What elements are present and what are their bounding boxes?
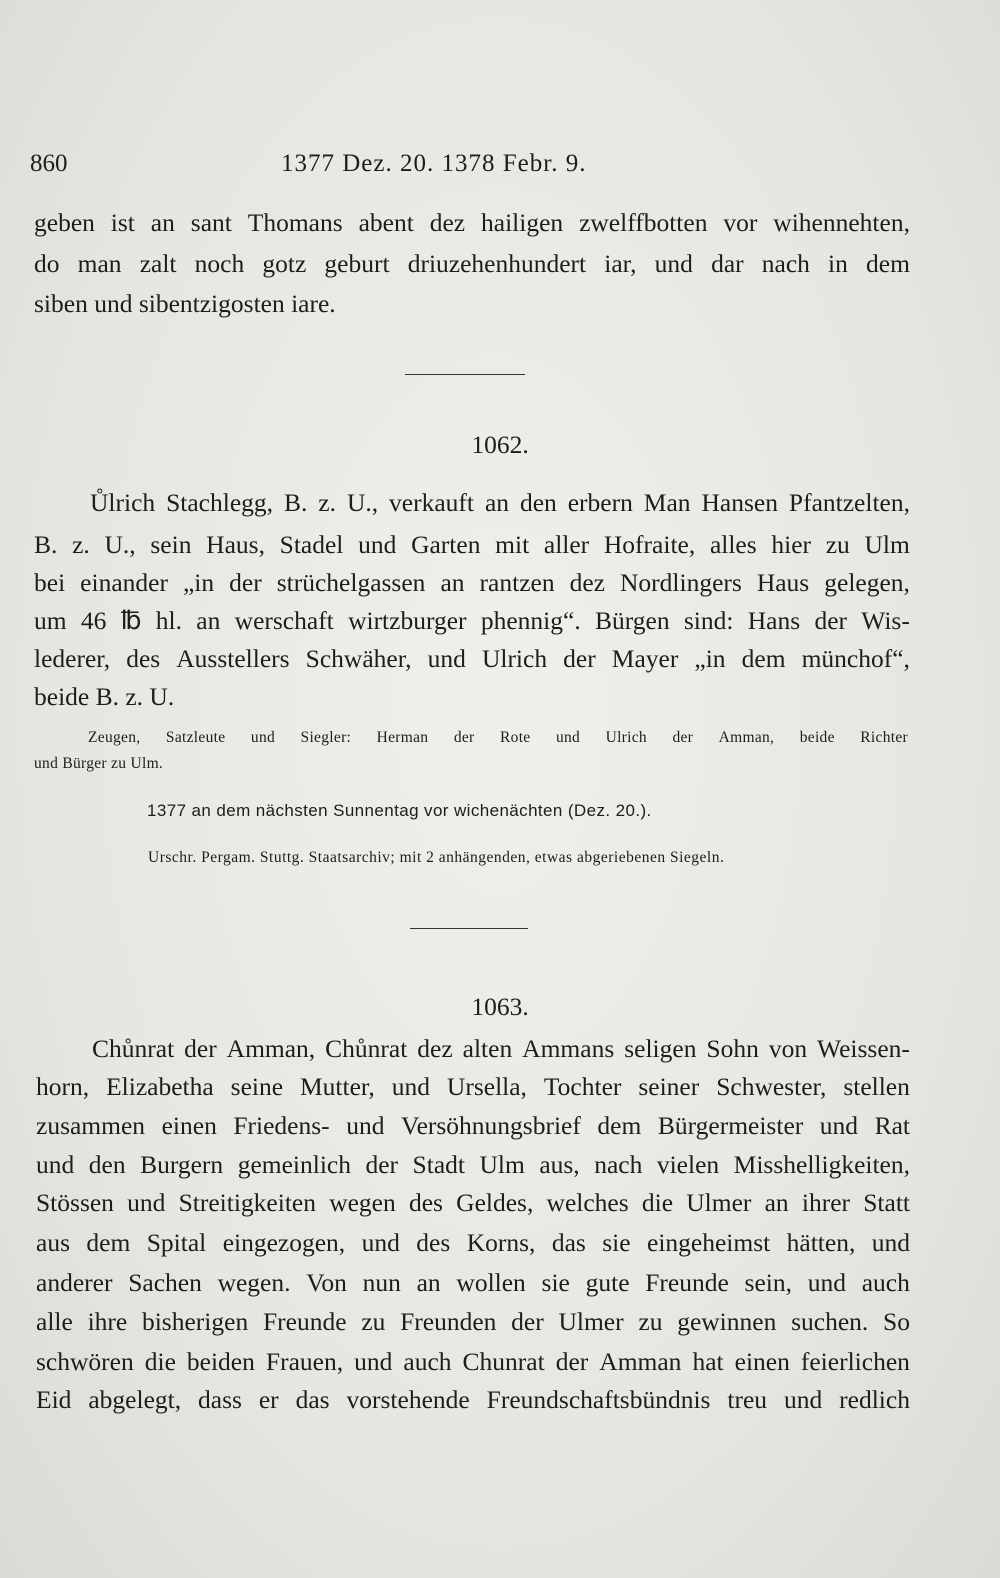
text-line: um 46 ℔ hl. an werschaft wirtzburger phennig“. Bürgen sind: Hans der Wis-	[34, 606, 910, 635]
text-line: aus dem Spital eingezogen, und des Korns, das sie eingeheimst hätten, und	[36, 1228, 910, 1257]
text-line: lederer, des Ausstellers Schwäher, und Ulrich der Mayer „in dem münchof“,	[34, 644, 910, 673]
document-number-1062: 1062.	[471, 430, 529, 459]
section-divider	[405, 374, 525, 375]
text-line: siben und sibentzigosten iare.	[34, 289, 336, 318]
text-line: Eid abgelegt, dass er das vorstehende Freundschaftsbündnis treu und redlich	[36, 1385, 910, 1414]
text-line: Chůnrat der Amman, Chůnrat dez alten Ammans seligen Sohn von Weissen-	[92, 1034, 910, 1063]
text-line: anderer Sachen wegen. Von nun an wollen sie gute Freunde sein, und auch	[36, 1268, 910, 1297]
document-date: 1377 an dem nächsten Sunnentag vor wichenächten (Dez. 20.).	[147, 801, 652, 820]
section-divider	[410, 928, 528, 929]
text-line: horn, Elizabetha seine Mutter, und Ursella, Tochter seiner Schwester, stellen	[36, 1072, 910, 1101]
running-title: 1377 Dez. 20. 1378 Febr. 9.	[281, 150, 587, 177]
text-line: Stössen und Streitigkeiten wegen des Geldes, welches die Ulmer an ihrer Statt	[36, 1188, 910, 1217]
text-line: schwören die beiden Frauen, und auch Chunrat der Amman hat einen feierlichen	[36, 1347, 910, 1376]
text-line: und den Burgern gemeinlich der Stadt Ulm aus, nach vielen Misshelligkeiten,	[36, 1150, 910, 1179]
witness-line: Zeugen, Satzleute und Siegler: Herman der Rote und Ulrich der Amman, beide Richter	[88, 729, 908, 746]
text-line: beide B. z. U.	[34, 682, 175, 711]
text-line: geben ist an sant Thomans abent dez hailigen zwelffbotten vor wihennehten,	[34, 208, 910, 237]
text-line: do man zalt noch gotz geburt driuzehenhundert iar, und dar nach in dem	[34, 249, 910, 278]
text-line: bei einander „in der strüchelgassen an rantzen dez Nordlingers Haus gelegen,	[34, 568, 910, 597]
text-line: zusammen einen Friedens- und Versöhnungsbrief dem Bürgermeister und Rat	[36, 1111, 910, 1140]
text-line: alle ihre bisherigen Freunde zu Freunden der Ulmer zu gewinnen suchen. So	[36, 1307, 910, 1336]
witness-line: und Bürger zu Ulm.	[34, 755, 164, 772]
page-number: 860	[30, 150, 68, 177]
text-line: Ůlrich Stachlegg, B. z. U., verkauft an den erbern Man Hansen Pfantzelten,	[90, 488, 910, 517]
document-number-1063: 1063.	[471, 992, 529, 1021]
source-note: Urschr. Pergam. Stuttg. Staatsarchiv; mit 2 anhängenden, etwas abgeriebenen Siegeln.	[148, 849, 725, 866]
text-line: B. z. U., sein Haus, Stadel und Garten mit aller Hofraite, alles hier zu Ulm	[34, 530, 910, 559]
